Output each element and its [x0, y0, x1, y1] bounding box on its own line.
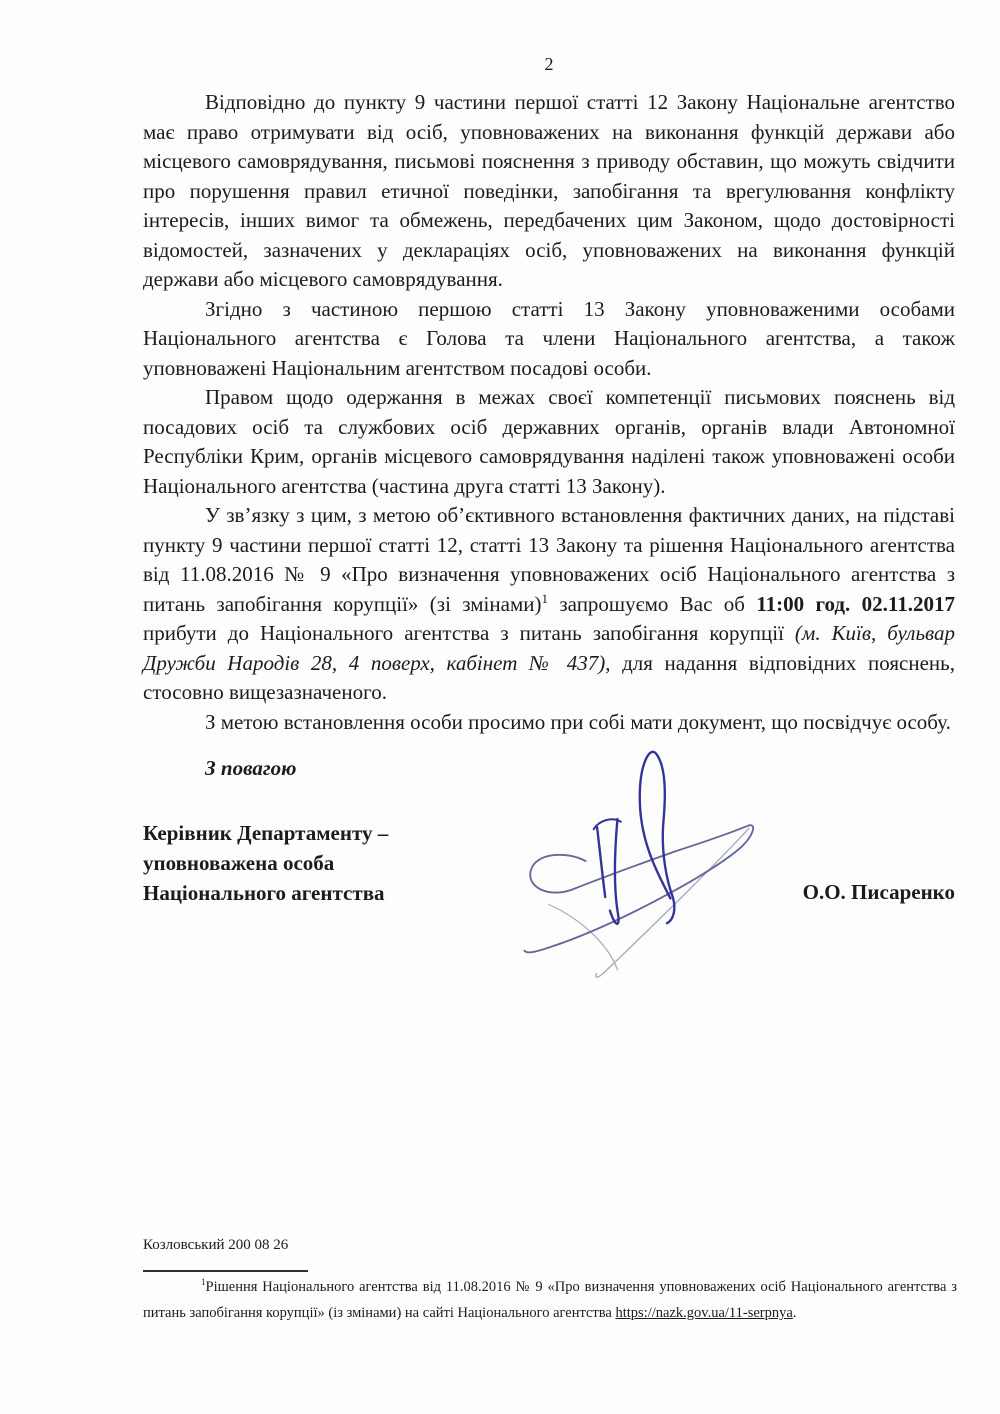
paragraph: Правом щодо одержання в межах своєї компетенції письмових пояснень від посадових осіб та службових осіб державних органів, органів влади Автономної Республіки Крим, органів місцевого самоврядування наділені також уповноважені особи Національного агентства (частина друга статті 13 Закону).	[143, 385, 955, 498]
footnote-text-after: .	[792, 1305, 797, 1321]
footnote	[143, 1274, 957, 1326]
signature-block	[143, 818, 955, 908]
document-body	[143, 88, 955, 737]
signer-title-line: уповноважена особа	[143, 850, 335, 875]
page-footer	[143, 1232, 957, 1326]
footnote-marker: 1	[201, 1277, 206, 1288]
page-number: 2	[544, 54, 554, 74]
footnote-separator	[143, 1270, 308, 1272]
footnote-link: https://nazk.gov.ua/11-serpnya	[615, 1305, 793, 1321]
paragraph: У зв’язку з цим, з метою об’єктивного встановлення фактичних даних, на підставі пункту 9 частини першої статті 12, статті 13 Закону та рішення Національного агентства від 11.08.2016 № 9 «Про визначення уповноважених осіб Національного агентства з питань запобігання корупції» (зі змінами)$^1$ запрошуємо Вас об 11:00 год. 02.11.2017 прибути до Національного агентства з питань запобігання корупції (м. Київ, бульвар Дружби Народів 28, 4 поверх, кабінет № 437), для надання відповідних пояснень, стосовно вищезазначеного.	[143, 503, 956, 704]
paragraph: Згідно з частиною першою статті 13 Закону уповноваженими особами Національного агентства є Голова та члени Національного агентства, а також уповноважені Національним агентством посадові особи.	[143, 296, 955, 380]
paragraph: Відповідно до пункту 9 частини першої статті 12 Закону Національне агентство має право отримувати від осіб, уповноважених на виконання функцій держави або місцевого самоврядування, письмові пояснення з приводу обставин, що можуть свідчити про порушення правил етичної поведінки, запобігання та врегулювання конфлікту інтересів, інших вимог та обмежень, передбачених цим Законом, щодо достовірності відомостей, зазначених у деклараціях осіб, уповноважених на виконання функцій держави або місцевого самоврядування.	[143, 90, 955, 291]
closing-salutation: З повагою	[205, 756, 297, 780]
executor-reference: Козловський 200 08 26	[143, 1237, 289, 1253]
signer-name: О.О. Писаренко	[802, 880, 955, 904]
closing-and-signature	[143, 718, 955, 908]
signer-title	[143, 818, 388, 908]
signer-title-line: Національного агентства	[143, 880, 385, 905]
footnote-text: Рішення Національного агентства від 11.08.2016 № 9 «Про визначення уповноважених осіб Національного агентства з питань запобігання корупції» (із змінами) на сайті Національного агентства	[143, 1279, 957, 1321]
paragraph: З метою встановлення особи просимо при собі мати документ, що посвідчує особу.	[205, 709, 951, 734]
signer-title-line: Керівник Департаменту –	[143, 820, 389, 845]
